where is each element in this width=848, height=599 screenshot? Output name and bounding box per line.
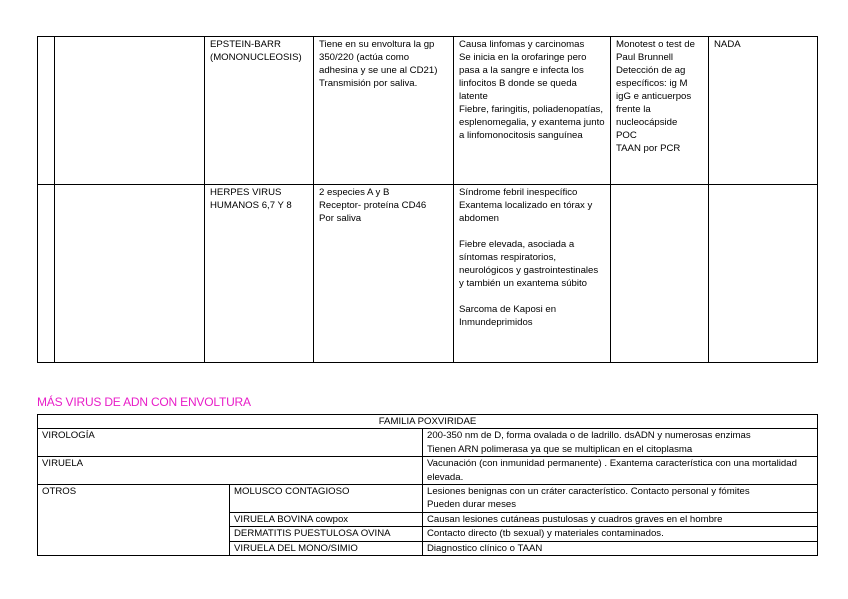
family-header: FAMILIA POXVIRIDAE	[38, 415, 818, 429]
subrow-name: MOLUSCO CONTAGIOSO	[230, 485, 423, 513]
subrow-text: Causan lesiones cutáneas pustulosas y cuadros graves en el hombre	[423, 512, 818, 526]
row-label: VIROLOGÍA	[38, 429, 423, 457]
table-row	[38, 429, 818, 457]
diagnosis-cell	[611, 185, 709, 363]
treatment-cell: NADA	[709, 37, 818, 185]
table-row	[38, 457, 818, 485]
treatment-cell	[709, 185, 818, 363]
subrow-text: Lesiones benignas con un cráter característico. Contacto personal y fómites Pueden durar meses	[423, 485, 818, 513]
virus-name-cell: EPSTEIN-BARR (MONONUCLEOSIS)	[205, 37, 314, 185]
table-row	[38, 185, 818, 363]
empty-cell	[55, 37, 205, 185]
clinical-cell: Causa linfomas y carcinomas Se inicia en la orofaringe pero pasa a la sangre e infecta los linfocitos B donde se queda latente Fiebre, faringitis, poliadenopatías, esplenomegalia, y exantema junto a linfomonocitosis sanguínea	[454, 37, 611, 185]
subrow-name: VIRUELA DEL MONO/SIMIO	[230, 541, 423, 555]
empty-cell	[55, 185, 205, 363]
structure-cell: 2 especies A y B Receptor- proteína CD46 Por saliva	[314, 185, 454, 363]
poxviridae-table	[37, 414, 818, 556]
row-label: OTROS	[38, 485, 230, 556]
diagnosis-cell: Monotest o test de Paul Brunnell Detección de ag específicos: ig M igG e anticuerpos frente la nucleocápside POC TAAN por PCR	[611, 37, 709, 185]
empty-cell	[38, 185, 55, 363]
virus-name-cell: HERPES VIRUS HUMANOS 6,7 Y 8	[205, 185, 314, 363]
empty-cell	[38, 37, 55, 185]
row-text: Vacunación (con inmunidad permanente) . Exantema característica con una mortalidad elevada.	[423, 457, 818, 485]
herpesviridae-table	[37, 36, 818, 363]
section-heading: MÁS VIRUS DE ADN CON ENVOLTURA	[37, 395, 251, 409]
table-header-row	[38, 415, 818, 429]
subrow-name: DERMATITIS PUESTULOSA OVINA	[230, 527, 423, 541]
subrow-name: VIRUELA BOVINA cowpox	[230, 512, 423, 526]
table-row	[38, 37, 818, 185]
structure-cell: Tiene en su envoltura la gp 350/220 (actúa como adhesina y se une al CD21) Transmisión por saliva.	[314, 37, 454, 185]
clinical-cell: Síndrome febril inespecífico Exantema localizado en tórax y abdomen Fiebre elevada, asociada a síntomas respiratorios, neurológicos y gastrointestinales y también un exantema súbito Sarcoma de Kaposi en Inmundeprimidos	[454, 185, 611, 363]
row-text: 200-350 nm de D, forma ovalada o de ladrillo. dsADN y numerosas enzimas Tienen ARN polimerasa ya que se multiplican en el citoplasma	[423, 429, 818, 457]
table-row	[38, 485, 818, 513]
subrow-text: Diagnostico clínico o TAAN	[423, 541, 818, 555]
row-label: VIRUELA	[38, 457, 423, 485]
subrow-text: Contacto directo (tb sexual) y materiales contaminados.	[423, 527, 818, 541]
